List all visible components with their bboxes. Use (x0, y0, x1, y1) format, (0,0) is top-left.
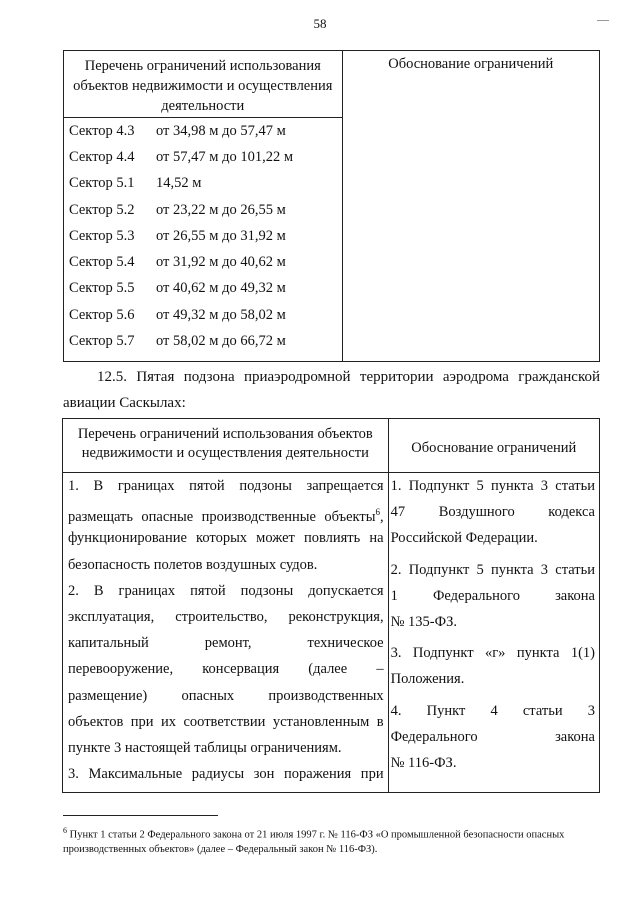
text-fragment: размещать опасные производственные объекты (68, 509, 376, 526)
sector-name: Сектор 5.2 (69, 201, 135, 218)
text-line: безопасность полетов воздушных судов. (68, 556, 318, 573)
text-line: 2. В границах пятой подзоны допускается (68, 582, 384, 599)
sector-name: Сектор 5.6 (69, 306, 135, 323)
sector-name: Сектор 4.4 (69, 148, 135, 165)
table2-justification-text (388, 473, 599, 793)
text-line: 47 Воздушного кодекса (390, 504, 595, 521)
footnote (63, 824, 603, 857)
text-line: объектов при их соответствии установленным в (68, 713, 384, 730)
text-line: размещение) опасных производственных (68, 687, 384, 704)
restrictions-table-sectors (63, 50, 600, 362)
sector-range: от 40,62 м до 49,32 м (156, 280, 286, 297)
table2-restrictions-text (63, 473, 389, 793)
table-row (69, 302, 342, 328)
table-row (69, 197, 342, 223)
text-line: перевооружение, консервация (далее – (68, 661, 384, 678)
sector-name: Сектор 5.3 (69, 227, 135, 244)
section-heading-12-5 (63, 364, 600, 416)
table-row (69, 328, 342, 354)
sector-range: от 34,98 м до 57,47 м (156, 122, 286, 139)
text-line: Положения. (390, 671, 465, 688)
text-fragment: , (379, 509, 384, 526)
sector-range: от 49,32 м до 58,02 м (156, 306, 286, 323)
table2-header-restrictions: Перечень ограничений использования объектов недвижимости и осуществления деятельности (63, 419, 389, 473)
table-row (69, 223, 342, 249)
footnote-text: Пункт 1 статьи 2 Федерального закона от 21 июля 1997 г. № 116-ФЗ «О промышленной безопасности опасных производственных объектов» (далее – Федеральный закон № 116-ФЗ). (63, 829, 565, 855)
text-line: эксплуатация, строительство, реконструкция, (68, 608, 384, 625)
text-line: функционирование которых может повлиять на (68, 530, 384, 547)
sector-range: от 26,55 м до 31,92 м (156, 227, 286, 244)
sector-name: Сектор 4.3 (69, 122, 135, 139)
text-line: 2. Подпункт 5 пункта 3 статьи (390, 561, 595, 578)
sector-range: от 57,47 м до 101,22 м (156, 148, 293, 165)
sector-name: Сектор 5.5 (69, 280, 135, 297)
restrictions-table-fifth-subzone (62, 418, 600, 793)
table-row (69, 171, 342, 197)
heading-line-2: авиации Саскылах: (63, 395, 186, 411)
footnote-ref: 6 (375, 507, 380, 518)
text-line: капитальный ремонт, техническое (68, 635, 384, 652)
table2-header-justification: Обоснование ограничений (388, 419, 599, 473)
text-line: № 116-ФЗ. (390, 754, 457, 771)
table-row (69, 118, 342, 144)
text-line-with-footnote (68, 499, 384, 525)
text-line: 1. Подпункт 5 пункта 3 статьи (390, 478, 595, 494)
text-line: Федерального закона (390, 728, 595, 745)
table-row (69, 276, 342, 302)
sector-range: от 23,22 м до 26,55 м (156, 201, 286, 218)
text-line: 4. Пункт 4 статьи 3 (390, 702, 595, 719)
heading-line-1: 12.5. Пятая подзона приаэродромной территории аэродрома гражданской (97, 369, 600, 385)
text-line: 3. Максимальные радиусы зон поражения при (68, 766, 384, 783)
page-number: 58 (313, 16, 327, 31)
text-line: 1. В границах пятой подзоны запрещается (68, 478, 384, 494)
sector-range: от 58,02 м до 66,72 м (156, 333, 286, 350)
text-line: 1 Федерального закона (390, 587, 595, 604)
sector-name: Сектор 5.7 (69, 333, 135, 350)
text-line: пункте 3 настоящей таблицы ограничениям. (68, 739, 342, 756)
text-line: Российской Федерации. (390, 530, 538, 547)
table-row (69, 249, 342, 275)
footnote-mark: 6 (63, 826, 67, 835)
table1-header-restrictions: Перечень ограничений использования объектов недвижимости и осуществления деятельности (64, 51, 343, 118)
sector-range: 14,52 м (156, 175, 202, 192)
text-line: № 135-ФЗ. (390, 613, 457, 630)
sector-name: Сектор 5.4 (69, 254, 135, 271)
table1-header-justification: Обоснование ограничений (342, 51, 599, 362)
sector-name: Сектор 5.1 (69, 175, 135, 192)
footnote-separator (63, 815, 218, 816)
table-row (69, 144, 342, 170)
corner-mark (597, 20, 609, 21)
text-line: 3. Подпункт «г» пункта 1(1) (390, 645, 595, 662)
table1-sector-list (64, 118, 343, 362)
sector-range: от 31,92 м до 40,62 м (156, 254, 286, 271)
